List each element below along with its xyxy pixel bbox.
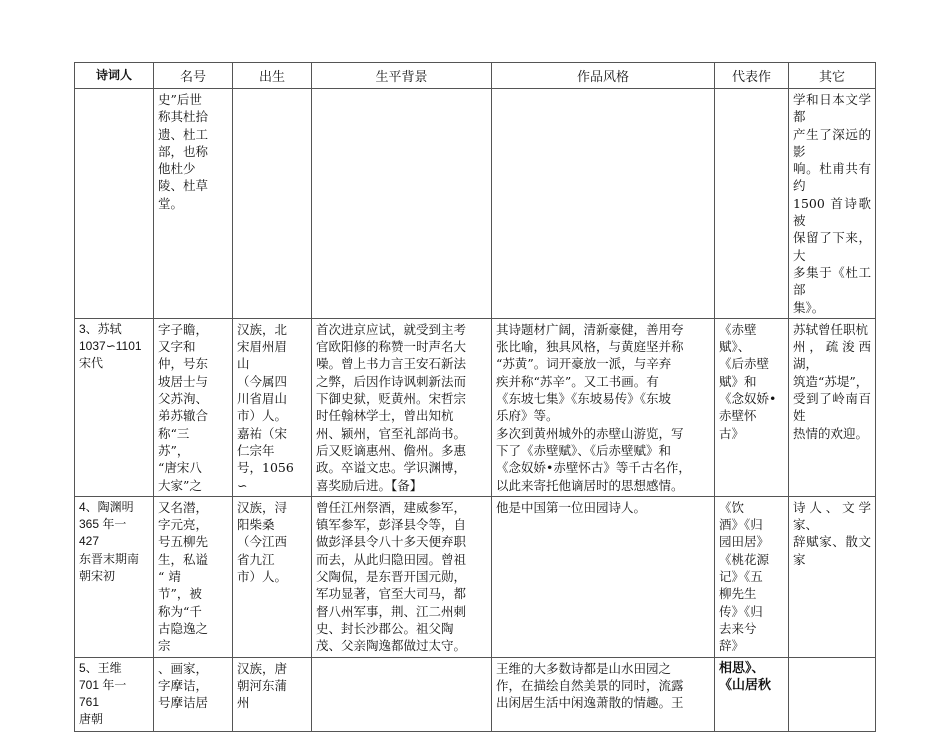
style-text: 其诗题材广阔，清新豪健，善用夸 张比喻，独具风格，与黄庭坚并称 “苏黄”。词开豪放一派，与辛弃 疾并称“苏辛”。又工书画。有 《东坡七集》《东坡易传》《东坡 乐府》等。 多次到黄州城外的赤壁山游览，写 下了《赤壁赋》、《后赤壁赋》和 《念奴娇•赤壁怀古》等千古名作， 以此来寄托他谪居时的思想感情。 <box>496 321 691 493</box>
works-text: 相思》、 《山居秋 <box>719 660 772 693</box>
notes-text: 诗人、文学家、 辞赋家、散文家 <box>793 499 871 567</box>
birth-text: 汉族，唐 朝河东蒲 州 <box>237 660 288 711</box>
background-text: 首次进京应试，就受到主考 官欧阳修的称赞一时声名大 噪。曾上书力言王安石新法 之弊，后因作诗讽刺新法而 下御史狱，贬黄州。宋哲宗 时任翰林学士，曾出知杭 州、颍州，官至礼部尚书。 后又贬谪惠州、儋州。多惠 政。卒谥文忠。学识渊博， 喜奖励后进。【备】 <box>316 321 467 493</box>
header-style: 作品风格 <box>492 63 715 89</box>
works-cell <box>715 496 789 657</box>
style-cell <box>492 657 715 731</box>
table-row <box>75 89 876 319</box>
poets-table <box>74 62 876 732</box>
style-text: 王维的大多数诗都是山水田园之 作，在描绘自然美景的同时，流露 出闲居生活中闲逸萧散的情趣。王 <box>496 660 684 711</box>
birth-text: 汉族，北 宋眉州眉 山 （今属四 川省眉山 市）人。 嘉祐（宋 仁宗年 号，1056 ∽ <box>237 321 294 493</box>
table-header-row <box>75 63 876 89</box>
names-cell <box>154 496 233 657</box>
header-background: 生平背景 <box>312 63 492 89</box>
names-cell <box>154 318 233 496</box>
birth-cell <box>233 657 312 731</box>
notes-text: 苏轼曾任职杭 州，疏浚西湖， 筑造“苏堤”， 受到了岭南百姓 热情的欢迎。 <box>793 321 871 441</box>
names-text: 字子瞻， 又字和 仲，号东 坡居士与 父苏洵、 弟苏辙合 称“三 苏”， “唐宋八 大家”之 <box>158 321 209 493</box>
table-row <box>75 496 876 657</box>
poet-cell <box>75 89 154 319</box>
names-cell <box>154 89 233 319</box>
works-text: 《赤壁 赋》、 《后赤壁 赋》和 《念奴娇• 赤壁怀 古》 <box>719 321 777 441</box>
background-cell <box>312 657 492 731</box>
birth-cell <box>233 496 312 657</box>
works-cell <box>715 318 789 496</box>
table-row <box>75 318 876 496</box>
background-cell <box>312 318 492 496</box>
notes-cell <box>789 89 876 319</box>
style-cell <box>492 89 715 319</box>
style-cell <box>492 496 715 657</box>
notes-cell <box>789 657 876 731</box>
birth-cell <box>233 318 312 496</box>
poet-cell <box>75 318 154 496</box>
birth-cell <box>233 89 312 319</box>
poet-text: 5、王维 701 年一 761 唐朝 <box>79 660 127 727</box>
notes-cell <box>789 496 876 657</box>
header-birth: 出生 <box>233 63 312 89</box>
names-text: 、画家， 字摩诘， 号摩诘居 <box>158 660 209 711</box>
style-cell <box>492 318 715 496</box>
poet-text: 3、苏轼 1037∽1101 宋代 <box>79 321 142 371</box>
header-poet: 诗词人 <box>75 63 154 89</box>
birth-text: 汉族，浔 阳柴桑 （今江西 省九江 市）人。 <box>237 499 288 585</box>
background-text: 曾任江州祭酒，建威参军， 镇军参军，彭泽县令等，自 做彭泽县令八十多天便弃职 而去，从此归隐田园。曾祖 父陶侃，是东晋开国元勋， 军功显著，官至大司马，都 督八州军事，荆、江二州刺 史、封长沙郡公。祖父陶 茂、父亲陶逸都做过太守。 <box>316 499 467 654</box>
poet-cell <box>75 496 154 657</box>
style-text: 他是中国第一位田园诗人。 <box>496 499 647 515</box>
header-works: 代表作 <box>715 63 789 89</box>
notes-text: 学和日本文学都 产生了深远的影 响。杜甫共有约 1500 首诗歌被 保留了下来，大 多集于《杜工部 集》。 <box>793 92 871 315</box>
header-notes: 其它 <box>789 63 876 89</box>
works-cell <box>715 89 789 319</box>
header-names: 名号 <box>154 63 233 89</box>
background-cell <box>312 89 492 319</box>
background-cell <box>312 496 492 657</box>
works-text: 《饮 酒》《归 园田居》 《桃花源 记》《五 柳先生 传》《归 去来兮 辞》 <box>719 499 770 654</box>
names-text: 又名潜， 字元亮， 号五柳先 生，私谥 “ 靖 节”，被 称为“千 古隐逸之 宗 <box>158 499 209 654</box>
names-text: 史”后世 称其杜拾 遗、杜工 部，也称 他杜少 陵、杜草 堂。 <box>158 92 209 211</box>
poet-cell <box>75 657 154 731</box>
notes-cell <box>789 318 876 496</box>
table-row <box>75 657 876 731</box>
works-cell <box>715 657 789 731</box>
names-cell <box>154 657 233 731</box>
poet-text: 4、陶渊明 365 年一 427 东晋末期南 朝宋初 <box>79 499 140 584</box>
